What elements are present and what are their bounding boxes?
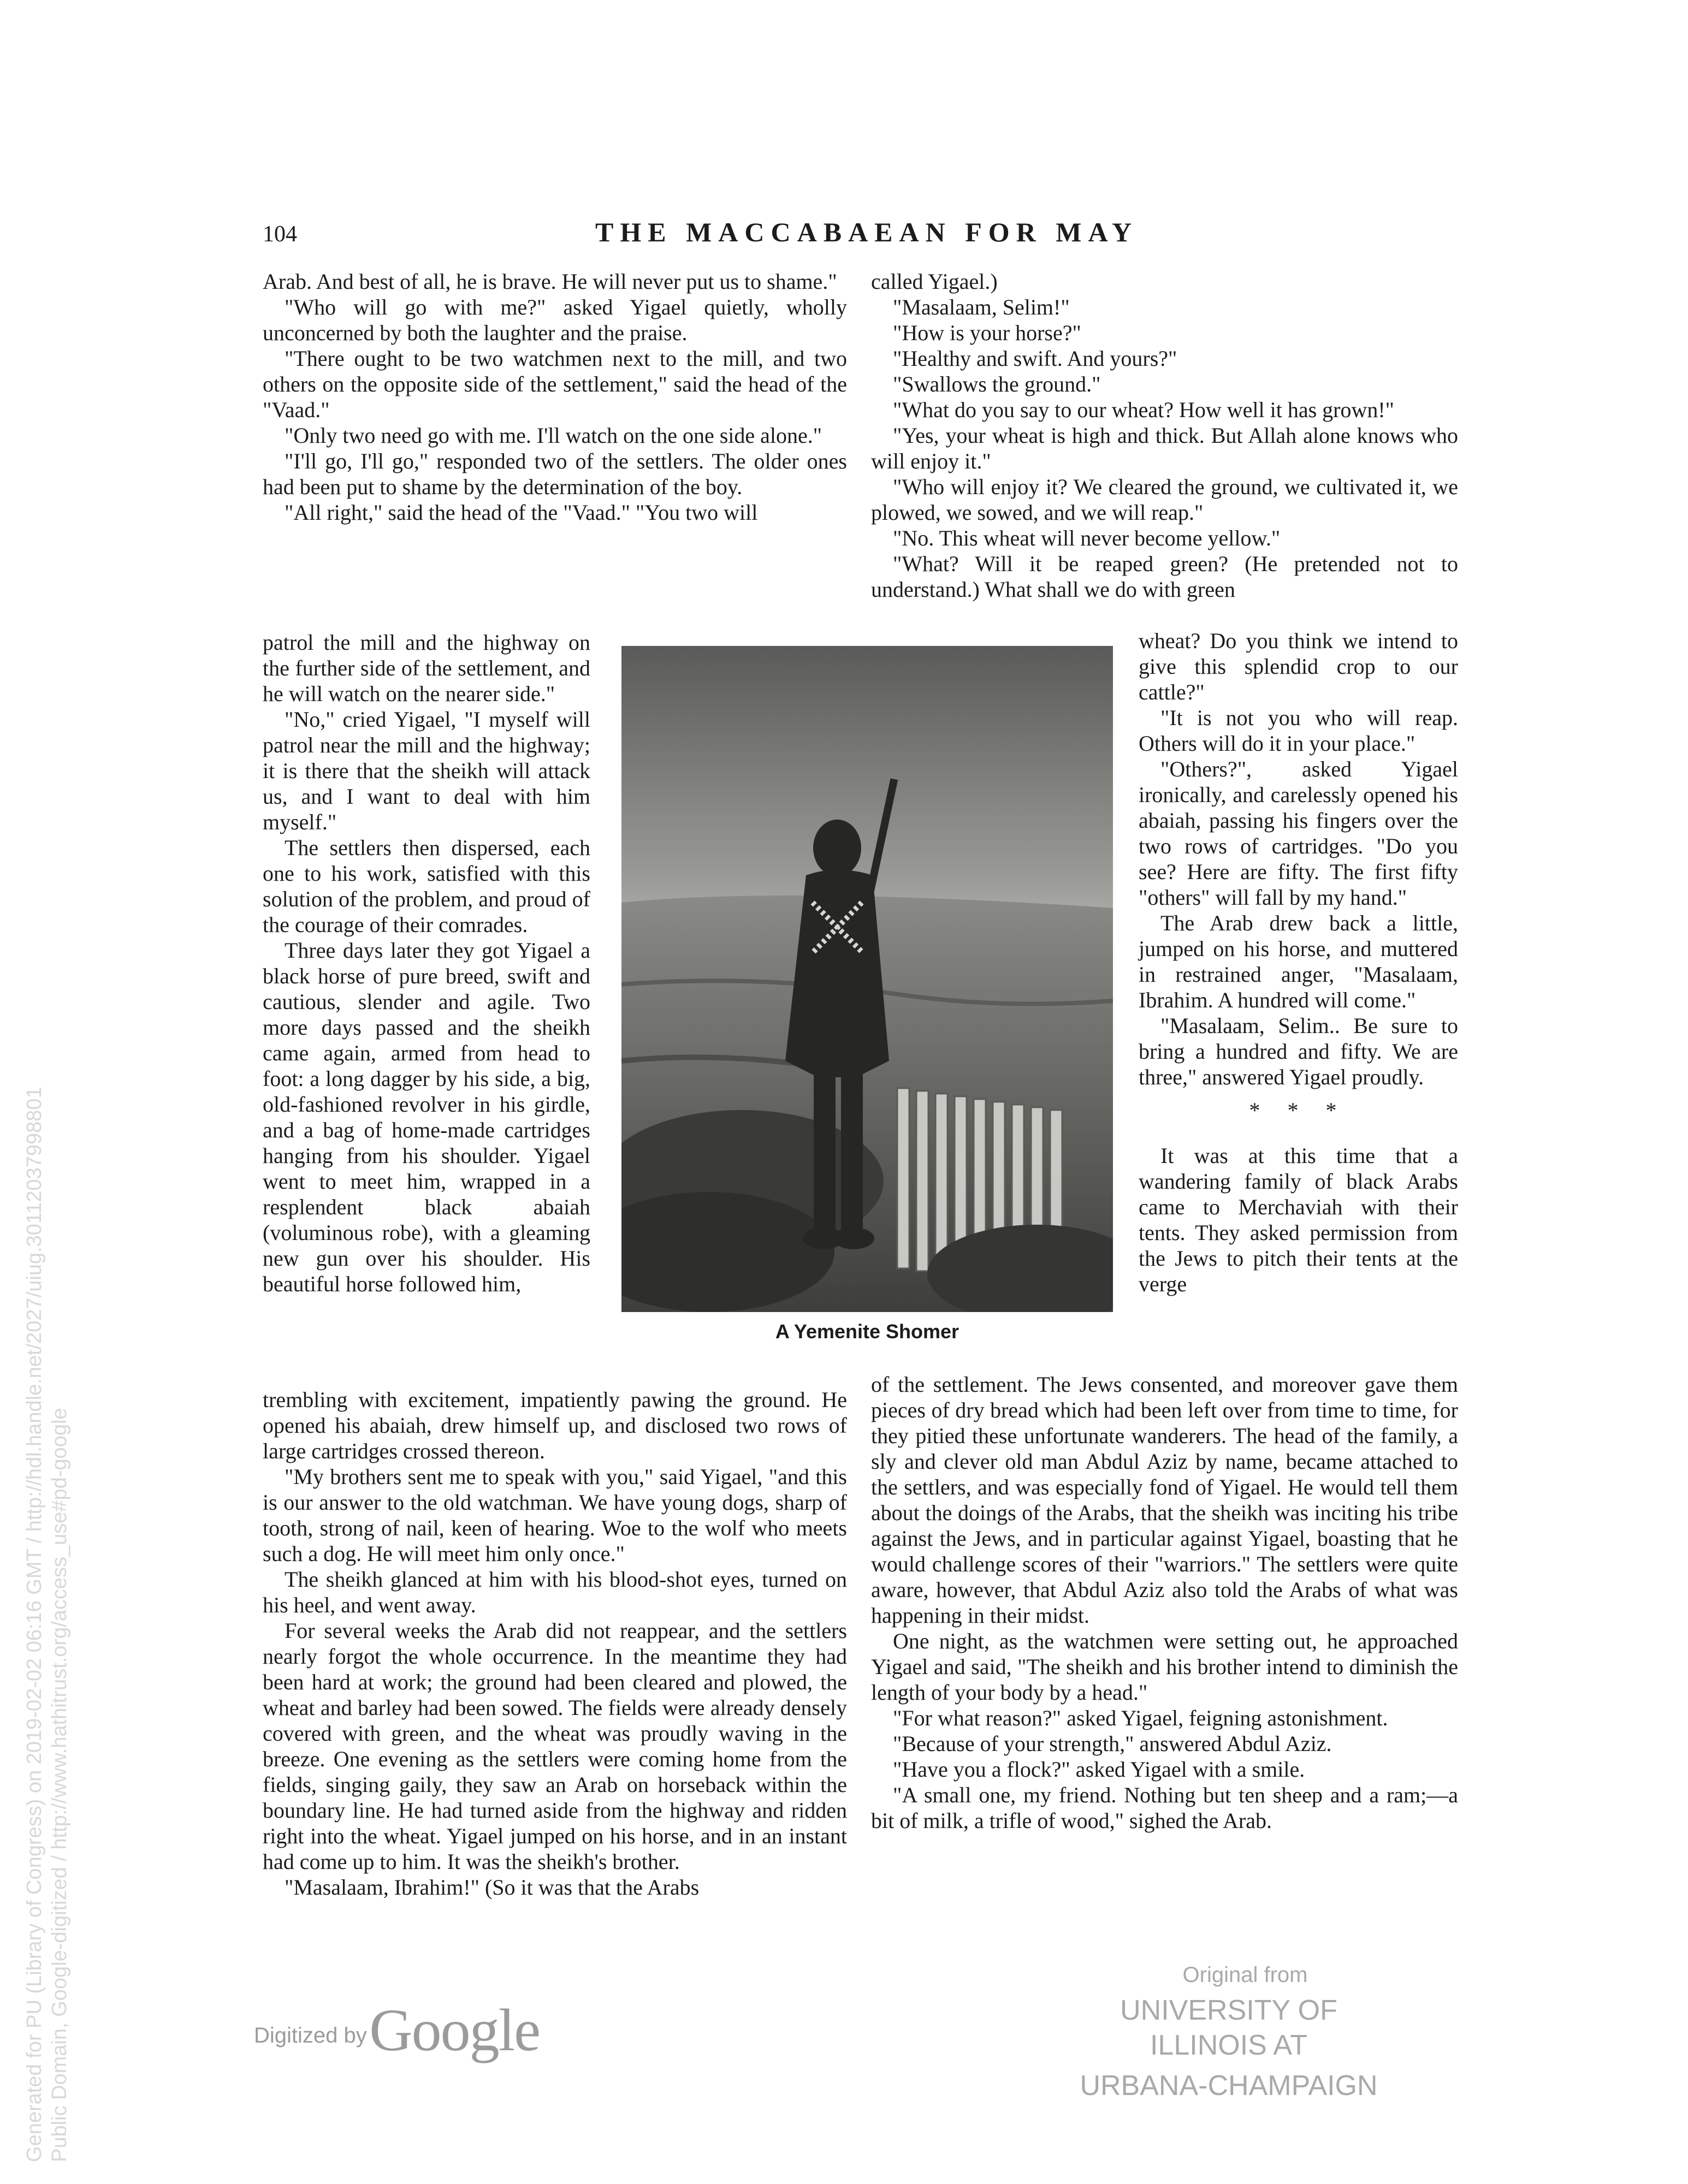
paragraph: "No. This wheat will never become yellow." (893, 526, 1281, 550)
paragraph: "Who will enjoy it? We cleared the ground, we cultivated it, we plowed, we sowed, and we will reap." (871, 474, 1458, 525)
paragraph: "No," cried Yigael, "I myself will patrol near the mill and the highway; it is there that the sheikh will attack us, and I want to deal with him myself." (263, 707, 590, 834)
left-column-wrap (263, 630, 590, 1297)
paragraph: "Yes, your wheat is high and thick. But Allah alone knows who will enjoy it." (871, 423, 1458, 473)
original-from-label: Original from (1182, 1963, 1308, 1987)
paragraph: "What? Will it be reaped green? (He pretended not to understand.) What shall we do with green (871, 551, 1458, 602)
paragraph: patrol the mill and the highway on the further side of the settlement, and he will watch on the nearer side." (263, 630, 590, 706)
paragraph: "For what reason?" asked Yigael, feigning astonishment. (893, 1706, 1388, 1730)
original-from-mark (1065, 1963, 1393, 2103)
watermark-line: Generated for PU (Library of Congress) on 2019-02-02 06:16 GMT / http://hdl.handle.net/2027/uiug.30112037998801 (23, 1087, 46, 2162)
paragraph: It was at this time that a wandering family of black Arabs came to Merchaviah with their tents. They asked permission from the Jews to pitch their tents at the verge (1139, 1143, 1458, 1296)
watermark-line: Public Domain, Google-digitized / http://www.hathitrust.org/access_use#pd-google (48, 1408, 71, 2162)
running-title: THE MACCABAEAN FOR MAY (595, 217, 1139, 247)
page-number: 104 (263, 222, 297, 247)
paragraph: "Others?", asked Yigael ironically, and carelessly opened his abaiah, passing his fingers over the two rows of cartridges. "Do you see? Here are fifty. The first fifty "others" will fall by my hand." (1139, 757, 1458, 910)
photo-illustration (621, 646, 1113, 1312)
paragraph: The Arab drew back a little, jumped on his horse, and muttered in restrained anger, "Masalaam, Ibrahim. A hundred will come." (1139, 911, 1458, 1012)
paragraph: trembling with excitement, impatiently pawing the ground. He opened his abaiah, drew himself up, and disclosed two rows of large cartridges crossed thereon. (263, 1387, 847, 1463)
left-column-bottom (263, 1387, 847, 1900)
right-column-top (871, 269, 1458, 602)
paragraph: One night, as the watchmen were setting out, he approached Yigael and said, "The sheikh and his brother intend to diminish the length of your body by a head." (871, 1629, 1458, 1705)
paragraph: "I'll go, I'll go," responded two of the settlers. The older ones had been put to shame by the determination of the boy. (263, 449, 847, 499)
digitized-by-label: Digitized by (254, 2023, 367, 2048)
paragraph: "Have you a flock?" asked Yigael with a smile. (893, 1757, 1305, 1782)
yemenite-shomer-photo (621, 646, 1113, 1312)
photo-caption: A Yemenite Shomer (775, 1320, 960, 1343)
institution-line: URBANA-CHAMPAIGN (1080, 2070, 1378, 2102)
left-column-top (263, 269, 847, 525)
paragraph: Three days later they got Yigael a black horse of pure breed, swift and cautious, slender and agile. Two more days passed and the sheikh came again, armed from head to foot: a long dagger by his side, a big, old-fashioned revolver in his girdle, and a bag of home-made cartridges hanging from his shoulder. Yigael went to meet him, wrapped in a resplendent black abaiah (voluminous robe), with a gleaming new gun over his shoulder. His beautiful horse followed him, (263, 938, 590, 1296)
digitized-by-mark (254, 1996, 540, 2065)
paragraph: "What do you say to our wheat? How well it has grown!" (893, 397, 1395, 422)
paragraph: "Swallows the ground." (893, 372, 1101, 396)
paragraph: "There ought to be two watchmen next to the mill, and two others on the opposite side of the settlement," said the head of the "Vaad." (263, 346, 847, 422)
paragraph: "Masalaam, Ibrahim!" (So it was that the Arabs (285, 1875, 700, 1900)
paragraph: "Who will go with me?" asked Yigael quietly, wholly unconcerned by both the laughter and the praise. (263, 295, 847, 345)
paragraph: "It is not you who will reap. Others will do it in your place." (1139, 705, 1458, 756)
paragraph: The sheikh glanced at him with his blood-shot eyes, turned on his heel, and went away. (263, 1567, 847, 1617)
paragraph: of the settlement. The Jews consented, and moreover gave them pieces of dry bread which had been left over from time to time, for they pitied these unfortunate wanderers. The head of the family, a sly and clever old man Abdul Aziz by name, became attached to the settlers, and was especially fond of Yigael. He would tell them about the doings of the Arabs, that the sheikh was inciting his tribe against the Jews, and in particular against Yigael, boasting that he would challenge scores of their "warriors." The settlers were quite aware, however, that Abdul Aziz also told the Arabs of what was happening in their midst. (871, 1372, 1458, 1628)
right-column-wrap (1139, 628, 1458, 1297)
paragraph: "Masalaam, Selim!" (893, 295, 1070, 319)
paragraph: "Only two need go with me. I'll watch on the one side alone." (285, 423, 822, 448)
paragraph: "Because of your strength," answered Abdul Aziz. (893, 1731, 1332, 1756)
paragraph: called Yigael.) (871, 269, 998, 294)
section-divider: * * * (1249, 1098, 1348, 1123)
paragraph: For several weeks the Arab did not reappear, and the settlers nearly forgot the whole occurrence. In the meantime they had been hard at work; the ground had been cleared and plowed, the wheat and barley had been sowed. The fields were already densely covered with green, and the wheat was proudly waving in the breeze. One evening as the settlers were coming home from the fields, singing gaily, they saw an Arab on horseback within the boundary line. He had turned aside from the highway and ridden right into the wheat. Yigael jumped on his horse, and in an instant had come up to him. It was the sheikh's brother. (263, 1618, 847, 1874)
paragraph: The settlers then dispersed, each one to his work, satisfied with this solution of the problem, and proud of the courage of their comrades. (263, 835, 590, 937)
paragraph: "My brothers sent me to speak with you," said Yigael, "and this is our answer to the old watchman. We have young dogs, sharp of tooth, strong of nail, keen of hearing. Woe to the wolf who meets such a dog. He will meet him only once." (263, 1464, 847, 1566)
paragraph: "A small one, my friend. Nothing but ten sheep and a ram;—a bit of milk, a trifle of wood," sighed the Arab. (871, 1783, 1458, 1833)
institution-line: UNIVERSITY OF ILLINOIS AT (1120, 1995, 1337, 2061)
paragraph: "How is your horse?" (893, 321, 1081, 345)
paragraph: Arab. And best of all, he is brave. He will never put us to shame." (263, 269, 837, 294)
google-logo: Google (369, 1997, 540, 2063)
side-watermark (22, 1087, 72, 2162)
right-column-bottom (871, 1372, 1458, 1833)
paragraph: wheat? Do you think we intend to give this splendid crop to our cattle?" (1139, 628, 1458, 704)
paragraph: "Healthy and swift. And yours?" (893, 346, 1177, 371)
paragraph: "All right," said the head of the "Vaad." "You two will (285, 500, 758, 525)
paragraph: "Masalaam, Selim.. Be sure to bring a hundred and fifty. We are three," answered Yigael proudly. (1139, 1013, 1458, 1089)
